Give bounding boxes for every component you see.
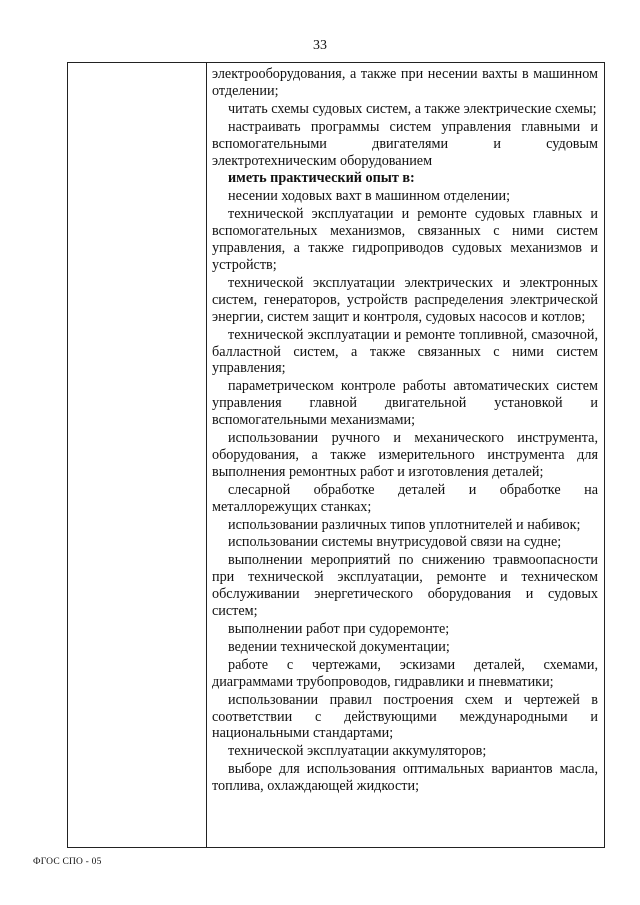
list-item: технической эксплуатации и ремонте топливной, смазочной, балластной систем, а также связанных с ними систем управления; <box>212 326 598 377</box>
content-table <box>67 62 605 848</box>
list-item: использовании различных типов уплотнителей и набивок; <box>228 516 581 533</box>
list-item: работе с чертежами, эскизами деталей, схемами, диаграммами трубопроводов, гидравлики и пневматики; <box>212 656 598 690</box>
list-item: технической эксплуатации аккумуляторов; <box>228 743 487 760</box>
list-item: ведении технической документации; <box>228 638 450 655</box>
list-item: выборе для использования оптимальных вариантов масла, топлива, охлаждающей жидкости; <box>212 761 598 795</box>
document-footer: ФГОС СПО - 05 <box>33 857 102 867</box>
table-right-column <box>208 63 604 847</box>
list-item: выполнении мероприятий по снижению травмоопасности при технической эксплуатации, ремонте и техническом обслуживании энергетического оборудования и судовых систем; <box>212 552 598 620</box>
list-item: электрооборудования, а также при несении вахты в машинном отделении; <box>212 66 598 99</box>
list-item: слесарной обработке деталей и обработке на металлорежущих станках; <box>212 481 598 515</box>
page-number: 33 <box>313 38 327 53</box>
list-item: технической эксплуатации и ремонте судовых главных и вспомогательных механизмов, связанных с ними систем управления, а также гидроприводов судовых механизмов и устройств; <box>212 206 598 273</box>
list-item: использовании правил построения схем и чертежей в соответствии с действующими международными и национальными стандартами; <box>212 691 598 742</box>
list-item: читать схемы судовых систем, а также электрические схемы; <box>228 100 597 117</box>
list-item: выполнении работ при судоремонте; <box>228 621 450 637</box>
list-item: параметрическом контроле работы автоматических систем управления главной двигательной установкой и вспомогательными механизмами; <box>212 378 598 429</box>
list-item: настраивать программы систем управления главными и вспомогательными двигателями и судовым электротехническим оборудованием <box>212 118 598 169</box>
section-heading: иметь практический опыт в: <box>228 170 415 187</box>
list-item: использовании системы внутрисудовой связи на судне; <box>228 534 562 551</box>
list-item: технической эксплуатации электрических и электронных систем, генераторов, устройств распределения электрической энергии, систем защит и контроля, судовых насосов и котлов; <box>212 274 598 325</box>
table-left-column <box>68 63 207 847</box>
list-item: несении ходовых вахт в машинном отделении; <box>228 188 511 205</box>
list-item: использовании ручного и механического инструмента, оборудования, а также измерительного инструмента для выполнения ремонтных работ и изготовления деталей; <box>212 430 598 480</box>
